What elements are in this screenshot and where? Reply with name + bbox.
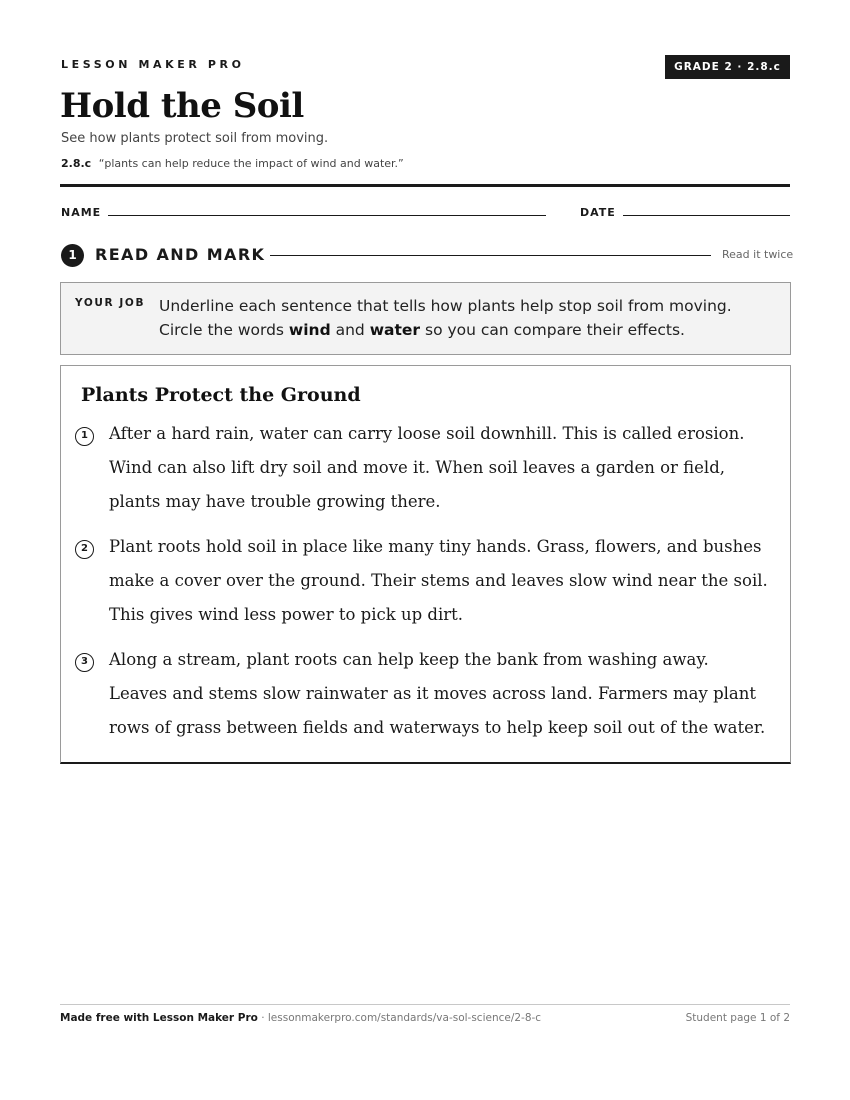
instructions-text-end: so you can compare their effects. (420, 321, 685, 339)
standard-quote: “plants can help reduce the impact of wind and water.” (98, 157, 404, 170)
page-number: Student page 1 of 2 (685, 1012, 790, 1024)
standard-code: 2.8.c (61, 157, 92, 170)
page-title: Hold the Soil (60, 86, 304, 126)
footer-credit (60, 1012, 541, 1024)
grade-badge: GRADE 2 · 2.8.c (665, 55, 790, 79)
instructions-box (60, 282, 791, 355)
section-title: READ AND MARK (95, 245, 266, 264)
footer-made-with: Made free with Lesson Maker Pro (60, 1012, 258, 1024)
instructions-text-start: Underline each sentence that tells how plants help stop soil from moving. Circle the words (159, 297, 732, 339)
footer-divider (60, 1004, 790, 1005)
header-divider (60, 184, 790, 187)
instructions-text (159, 294, 779, 342)
footer-url[interactable]: lessonmakerpro.com/standards/va-sol-science/2-8-c (267, 1012, 542, 1024)
paragraph-text: After a hard rain, water can carry loose soil downhill. This is called erosion. Wind can also lift dry soil and move it. When soil leaves a garden or field, plants may have trouble growing there. (109, 424, 745, 511)
standard-line (61, 157, 404, 170)
keyword-water: water (369, 321, 421, 339)
paragraph-text: Along a stream, plant roots can help keep the bank from washing away. Leaves and stems slow rainwater as it moves across land. Farmers may plant rows of grass between fields and waterways to help keep soil out of the water. (109, 650, 766, 737)
instructions-label: YOUR JOB (75, 297, 146, 309)
reading-passage (60, 365, 791, 764)
date-label: DATE (580, 206, 616, 219)
paragraph-text: Plant roots hold soil in place like many tiny hands. Grass, flowers, and bushes make a cover over the ground. Their stems and leaves slow wind near the soil. This gives wind less power to pick up dirt. (109, 537, 768, 624)
section-divider (270, 255, 711, 256)
paragraph-number: 2 (75, 540, 94, 559)
date-field[interactable] (623, 215, 790, 216)
name-field[interactable] (108, 215, 546, 216)
instructions-text-middle: and (330, 321, 370, 339)
passage-title: Plants Protect the Ground (81, 384, 361, 406)
keyword-wind: wind (288, 321, 331, 339)
paragraph-number: 1 (75, 427, 94, 446)
name-label: NAME (61, 206, 102, 219)
footer-separator: · (257, 1012, 268, 1024)
page-subtitle: See how plants protect soil from moving. (61, 131, 329, 146)
brand-name: LESSON MAKER PRO (61, 58, 245, 71)
paragraph-number: 3 (75, 653, 94, 672)
section-note: Read it twice (722, 248, 794, 261)
step-number-badge: 1 (61, 244, 84, 267)
